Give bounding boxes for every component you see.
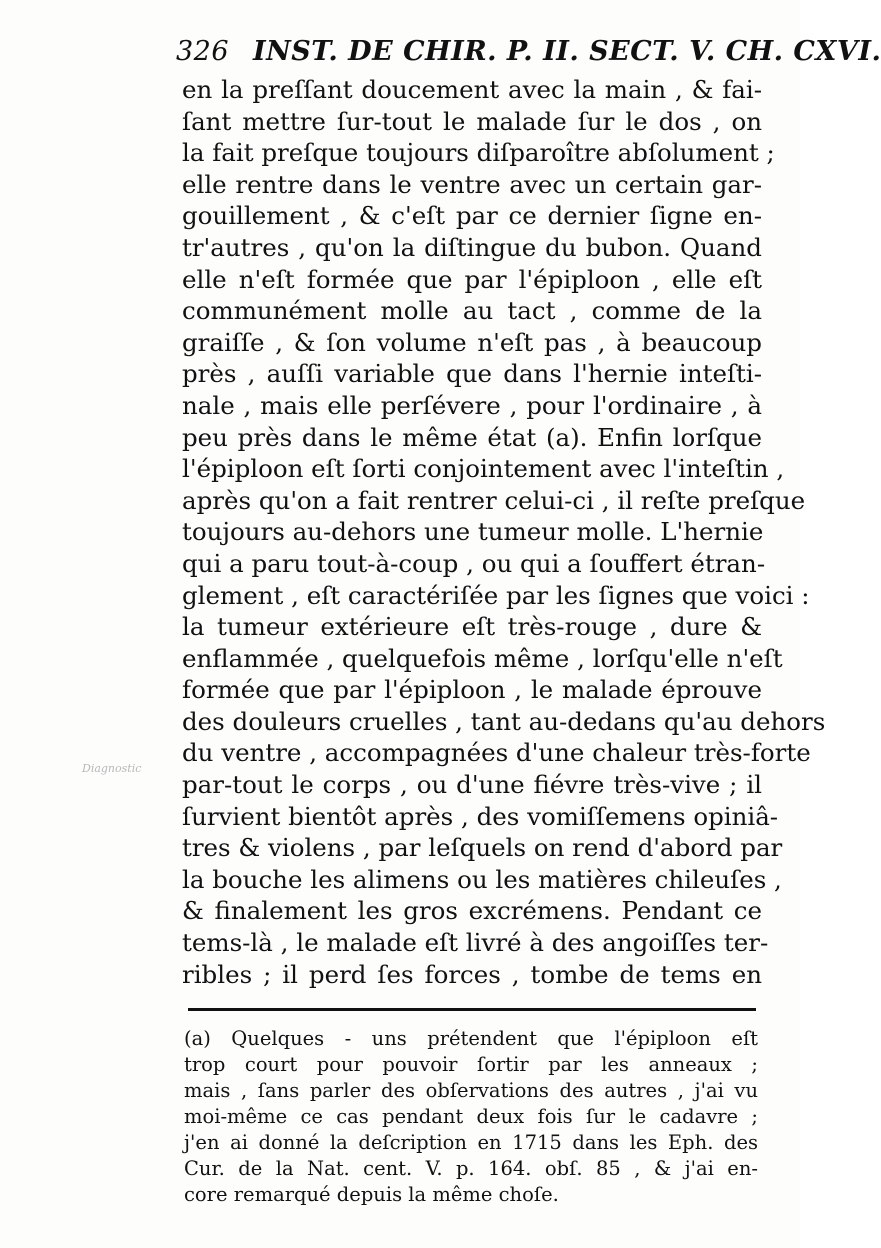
- text-line: tems-là , le malade eſt livré à des angoiſſes ter-: [182, 928, 769, 958]
- text-line: elle n'eſt formée que par l'épiploon , elle eſt: [182, 264, 762, 294]
- page-number: 326: [176, 36, 230, 67]
- text-line: & finalement les gros excrémens. Pendant ce: [182, 896, 762, 926]
- text-line: la fait preſque toujours diſparoître abſolument ;: [182, 138, 775, 168]
- footnote-line: (a) Quelques - uns prétendent que l'épiploon eſt: [184, 1027, 758, 1050]
- footnote-line: core remarqué depuis la même choſe.: [184, 1183, 559, 1206]
- text-line: ſant mettre ſur-tout le malade ſur le dos , on: [182, 106, 762, 136]
- text-line: en la preſſant doucement avec la main , & fai-: [182, 75, 762, 104]
- text-line: la bouche les alimens ou les matières chileuſes ,: [182, 864, 782, 894]
- text-line: après qu'on a fait rentrer celui-ci , il reſte preſque: [182, 485, 806, 515]
- text-line: peu près dans le même état (a). Enfin lorſque: [182, 422, 762, 452]
- text-line: tres & violens , par leſquels on rend d'abord par: [182, 833, 783, 863]
- text-line: ribles ; il perd ſes forces , tombe de tems en: [182, 959, 762, 989]
- text-line: du ventre , accompagnées d'une chaleur très-forte: [182, 738, 811, 768]
- running-header: [176, 36, 881, 72]
- text-line: elle rentre dans le ventre avec un certain gar-: [182, 169, 762, 199]
- footnote-line: moi-même ce cas pendant deux fois ſur le cadavre ;: [184, 1105, 758, 1128]
- text-line: l'épiploon eſt ſorti conjointement avec l'inteſtin ,: [182, 454, 785, 484]
- footnote-line: trop court pour pouvoir ſortir par les anneaux ;: [184, 1053, 758, 1076]
- text-line: qui a paru tout-à-coup , ou qui a ſouffert étran-: [182, 548, 766, 578]
- text-line: toujours au-dehors une tumeur molle. L'hernie: [182, 517, 764, 547]
- footnote: [184, 1026, 758, 1208]
- text-line: nale , mais elle perſévere , pour l'ordinaire , à: [182, 390, 762, 420]
- text-line: gouillement , & c'eſt par ce dernier ſigne en-: [182, 201, 762, 231]
- text-line: la tumeur extérieure eſt très-rouge , dure &: [182, 612, 762, 642]
- margin-note: Diagnostic: [82, 762, 142, 775]
- main-text: [182, 74, 826, 990]
- footnote-line: j'en ai donné la deſcription en 1715 dans les Eph. des: [184, 1131, 758, 1154]
- text-line: enflammée , quelquefois même , lorſqu'elle n'eſt: [182, 643, 783, 673]
- text-line: glement , eſt caractériſée par les ſignes que voici :: [182, 580, 810, 610]
- text-line: par-tout le corps , ou d'une fiévre très-vive ; il: [182, 770, 762, 800]
- footnote-line: Cur. de la Nat. cent. V. p. 164. obſ. 85 , & j'ai en-: [184, 1157, 758, 1180]
- footnote-line: mais , ſans parler des obſervations des autres , j'ai vu: [184, 1079, 758, 1102]
- text-line: communément molle au tact , comme de la: [182, 296, 762, 326]
- text-line: près , auſſi variable que dans l'hernie inteſti-: [182, 359, 762, 389]
- text-line: des douleurs cruelles , tant au-dedans qu'au dehors: [182, 706, 826, 736]
- text-line: tr'autres , qu'on la diſtingue du bubon. Quand: [182, 232, 762, 262]
- text-line: graiſſe , & ſon volume n'eſt pas , à beaucoup: [182, 327, 762, 357]
- running-title: INST. DE CHIR. P. II. SECT. V. CH. CXVI.: [252, 36, 881, 67]
- text-line: ſurvient bientôt après , des vomiſſemens opiniâ-: [182, 801, 779, 831]
- footnote-rule: [188, 1008, 756, 1011]
- text-line: formée que par l'épiploon , le malade éprouve: [182, 675, 762, 705]
